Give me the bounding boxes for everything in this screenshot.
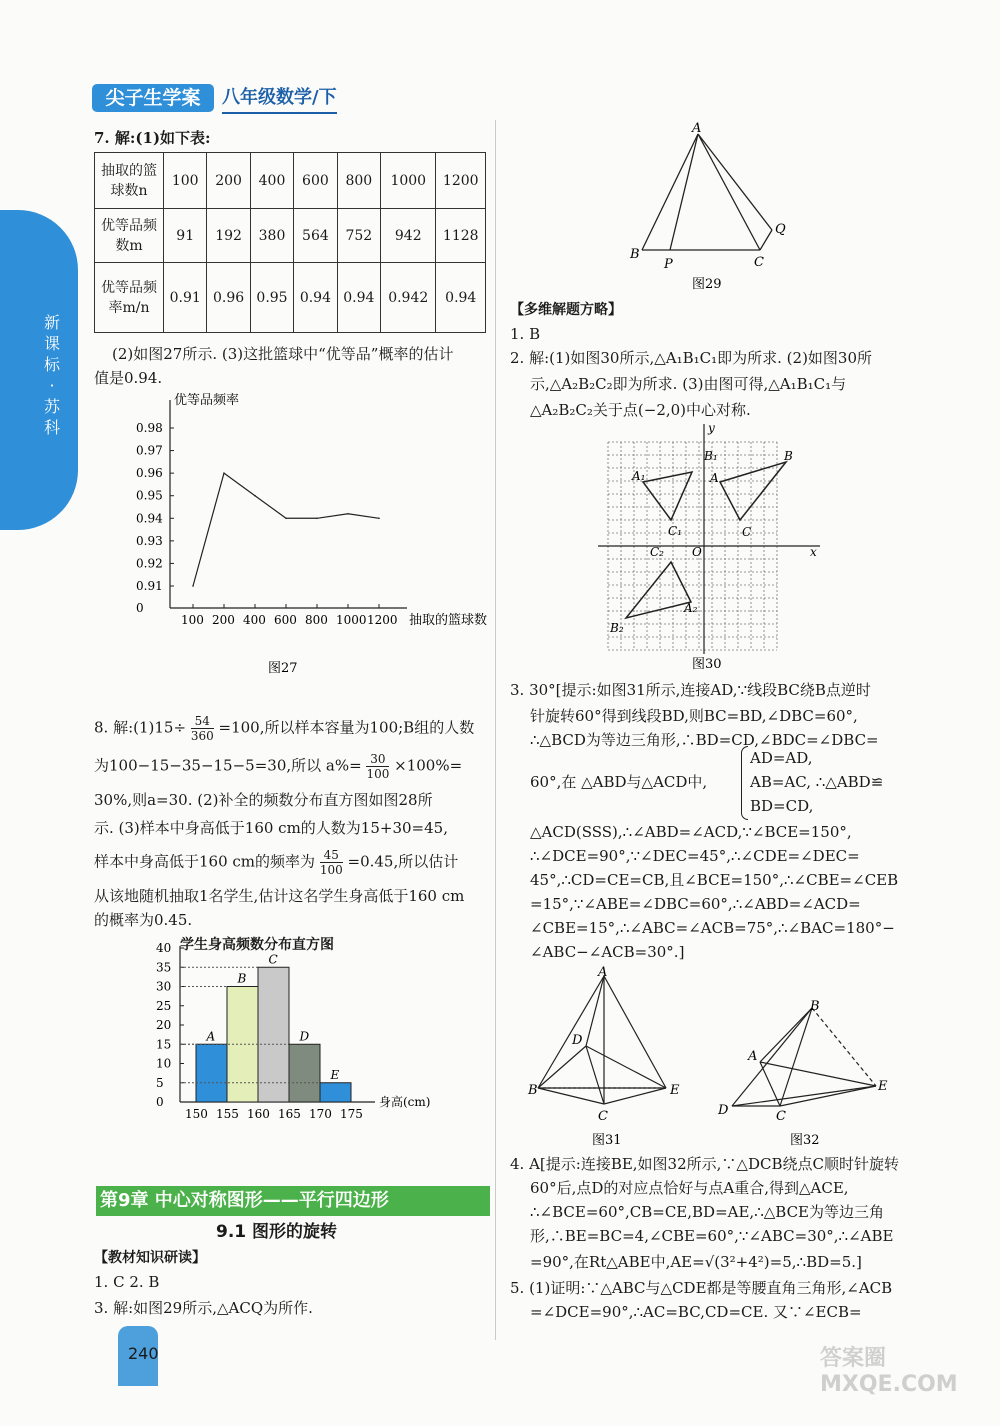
fraction <box>191 714 214 743</box>
fraction-numerator: 45 <box>320 848 343 863</box>
x-tick-label: 155 <box>216 1107 239 1121</box>
data-point <box>254 495 256 497</box>
figure-29 <box>620 120 800 295</box>
histogram-bar <box>196 1044 227 1102</box>
a4-line5: =90°,在Rt△ABE中,AE=√(3²+4²)=5,∴BD=5.] <box>530 1253 862 1271</box>
multi-a2-line3: △A₂B₂C₂关于点(−2,0)中心对称. <box>530 401 751 419</box>
y-tick-label: 15 <box>156 1037 172 1052</box>
table-cell: 600 <box>294 153 337 209</box>
y-tick-label: 25 <box>156 998 172 1013</box>
q7-text2-line2: 值是0.94. <box>94 369 163 387</box>
table-cell: 200 <box>207 153 250 209</box>
row-header: 优等品频数m <box>95 209 164 263</box>
label-C: C <box>598 1109 608 1124</box>
frequency-line <box>193 473 379 586</box>
y-tick-label: 0.91 <box>136 579 163 593</box>
q8-line4: 示. (3)样本中身高低于160 cm的人数为15+30=45, <box>94 819 448 837</box>
table-cell: 91 <box>164 209 207 263</box>
label-A: A <box>748 1049 758 1064</box>
histogram-title: 学生身高频数分布直方图 <box>180 937 334 953</box>
x-tick-label: 600 <box>274 613 297 627</box>
q8-text: =0.45,所以估计 <box>347 852 459 871</box>
label-B: B <box>630 247 640 262</box>
side-label: 新课标·苏科 <box>43 313 60 437</box>
histogram-bar <box>258 967 289 1102</box>
page-number: 240 <box>128 1344 159 1363</box>
y-tick-label: 0 <box>156 1095 164 1109</box>
q8-line3: 30%,则a=30. (2)补全的频数分布直方图如图28所 <box>94 791 433 809</box>
x-tick-label: 160 <box>247 1107 270 1121</box>
label-E: E <box>878 1079 888 1094</box>
q8-line1 <box>94 714 474 743</box>
bar-label: A <box>206 1029 216 1044</box>
table-cell: 380 <box>250 209 293 263</box>
label-C: C <box>742 525 752 539</box>
x-tick-label: 170 <box>309 1107 332 1121</box>
fraction-denominator: 100 <box>366 767 390 781</box>
table-cell: 0.942 <box>381 263 436 333</box>
label-E: E <box>670 1083 680 1098</box>
table-cell: 1000 <box>381 153 436 209</box>
label-x: x <box>810 545 817 559</box>
a4-line2: 60°后,点D的对应点恰好与点A重合,得到△ACE, <box>530 1179 849 1197</box>
a3-line10: ∠ABC−∠ACB=30°.] <box>530 943 685 961</box>
label-B: B <box>784 449 793 463</box>
caption-fig27: 图27 <box>268 661 298 676</box>
label-B: B <box>810 999 820 1014</box>
q8-text: ×100%= <box>394 756 463 775</box>
a4-line4: 形,∴BE=BC=4,∠CBE=60°,∵∠ABC=30°,∴∠ABE <box>530 1227 894 1245</box>
q8-line5 <box>94 848 458 877</box>
figure-30-grid <box>596 422 836 674</box>
y-tick-label: 0.96 <box>136 466 163 481</box>
row-header: 抽取的篮球数n <box>95 153 164 209</box>
label-B2: B₂ <box>610 621 624 635</box>
y-axis-label: 优等品频率 <box>174 393 240 408</box>
y-tick-label: 0.95 <box>136 488 163 503</box>
label-C: C <box>776 1109 786 1124</box>
fraction <box>320 848 343 877</box>
chapter-title: 第9章 中心对称图形——平行四边形 <box>100 1190 389 1211</box>
x-tick-label: 100 <box>181 613 204 627</box>
data-point <box>285 517 287 519</box>
label-D: D <box>572 1033 583 1048</box>
histogram-bar <box>289 1044 320 1102</box>
label-D: D <box>718 1103 729 1118</box>
textbook-ans12: 1. C 2. B <box>94 1273 160 1291</box>
textbook-ans3: 3. 解:如图29所示,△ACQ为所作. <box>94 1299 313 1317</box>
label-A: A <box>692 121 702 136</box>
y-tick-label: 0.97 <box>136 443 163 458</box>
a4-line1: 4. A[提示:连接BE,如图32所示,∵△DCB绕点C顺时针旋转 <box>510 1155 899 1173</box>
a5-line1: 5. (1)证明:∵△ABC与△CDE都是等腰直角三角形,∠ACB <box>510 1279 893 1297</box>
label-O: O <box>692 545 702 559</box>
fraction-numerator: 54 <box>191 714 214 729</box>
table-row <box>95 209 486 263</box>
label-A2: A₂ <box>684 601 698 615</box>
x-tick-label: 175 <box>340 1107 363 1121</box>
table-cell: 0.95 <box>250 263 293 333</box>
label-A: A <box>598 965 608 980</box>
x-tick-label: 1200 <box>367 613 398 627</box>
x-tick-label: 1000 <box>336 613 367 627</box>
q7-intro: 7. 解:(1)如下表: <box>94 129 211 147</box>
caption-fig30: 图30 <box>692 657 722 672</box>
a3-line8: =15°,∵∠ABE=∠DBC=60°,∴∠ABD=∠ACD= <box>530 895 861 913</box>
label-A1: A₁ <box>632 469 646 483</box>
table-cell: 0.94 <box>294 263 337 333</box>
figure-31 <box>520 964 690 1150</box>
y-tick-label: 40 <box>156 941 172 955</box>
a3-brace-line3: BD=CD, <box>750 797 814 815</box>
a3-line5: △ACD(SSS),∴∠ABD=∠ACD,∵∠BCE=150°, <box>530 823 852 841</box>
label-C: C <box>754 255 764 270</box>
q8-line2 <box>94 752 462 781</box>
histogram-bar <box>320 1083 351 1102</box>
caption-fig32: 图32 <box>790 1133 820 1148</box>
label-B: B <box>528 1083 538 1098</box>
table-cell: 942 <box>381 209 436 263</box>
fraction-denominator: 100 <box>319 863 343 877</box>
multi-a2-line2: 示,△A₂B₂C₂即为所求. (3)由图可得,△A₁B₁C₁与 <box>530 375 847 393</box>
row-header: 优等品频率m/n <box>95 263 164 333</box>
a4-line3: ∴∠BCE=60°,CB=CE,BD=AE,∴△BCE为等边三角 <box>530 1203 885 1221</box>
a3-line2: 针旋转60°得到线段BD,则BC=BD,∠DBC=60°, <box>530 707 858 725</box>
fraction <box>366 752 389 781</box>
figure-32 <box>712 994 902 1150</box>
multi-heading: 【多维解题方略】 <box>510 302 622 318</box>
q8-text: 为100−15−35−15−5=30,所以 a%= <box>94 756 362 775</box>
column-divider <box>495 120 496 1340</box>
subject-label: 八年级数学/下 <box>222 84 337 114</box>
y-tick-label: 20 <box>156 1018 172 1032</box>
table-cell: 0.94 <box>337 263 380 333</box>
x-axis-label: 抽取的篮球数 <box>409 613 488 628</box>
table-cell: 0.94 <box>436 263 486 333</box>
y-tick-label: 35 <box>156 960 172 975</box>
x-axis-label: 身高(cm) <box>379 1095 431 1109</box>
a3-line3: ∴△BCD为等边三角形,∴BD=CD,∠BDC=∠DBC= <box>530 731 879 749</box>
table-cell: 752 <box>337 209 380 263</box>
data-point <box>223 472 225 474</box>
table-cell: 100 <box>164 153 207 209</box>
a3-line4: 60°,在 △ABD与△ACD中, <box>530 773 708 791</box>
label-y: y <box>708 421 715 435</box>
label-P: P <box>664 257 673 272</box>
x-tick-label: 165 <box>278 1107 301 1121</box>
frequency-table <box>94 152 486 333</box>
a3-brace-line2: AB=AC, ∴△ABD≌ <box>750 773 884 791</box>
q8-text: 8. 解:(1)15÷ <box>94 718 187 737</box>
system-brace <box>741 746 748 820</box>
fraction-denominator: 360 <box>190 729 214 743</box>
frequency-line-chart <box>100 388 488 678</box>
y-tick-label: 0 <box>136 601 144 615</box>
a3-line9: ∠CBE=15°,∴∠ABC=∠ACB=75°,∴∠BAC=180°− <box>530 919 895 937</box>
y-tick-label: 10 <box>156 1056 172 1071</box>
a5-line2: =∠DCE=90°,∴AC=BC,CD=CE. 又∵∠ECB= <box>530 1303 862 1321</box>
y-tick-label: 0.94 <box>136 511 163 526</box>
table-cell: 1128 <box>436 209 486 263</box>
multi-a1: 1. B <box>510 325 541 343</box>
y-tick-label: 30 <box>156 979 172 994</box>
a3-line1: 3. 30°[提示:如图31所示,连接AD,∵线段BC绕B点逆时 <box>510 681 871 699</box>
bar-label: B <box>237 971 247 986</box>
y-tick-label: 5 <box>156 1075 164 1090</box>
textbook-heading: 【教材知识研读】 <box>94 1250 206 1266</box>
caption-fig31: 图31 <box>592 1133 622 1148</box>
bar-label: D <box>299 1029 310 1044</box>
y-tick-label: 0.98 <box>136 421 163 435</box>
table-cell: 0.96 <box>207 263 250 333</box>
label-C1: C₁ <box>668 524 682 538</box>
data-point <box>347 513 349 515</box>
table-row <box>95 263 486 333</box>
table-cell: 400 <box>250 153 293 209</box>
label-C2: C₂ <box>650 545 664 559</box>
x-tick-label: 150 <box>185 1107 208 1121</box>
table-cell: 564 <box>294 209 337 263</box>
label-Q: Q <box>775 222 786 237</box>
table-cell: 800 <box>337 153 380 209</box>
side-tab <box>0 210 78 530</box>
q8-text: 样本中身高低于160 cm的频率为 <box>94 852 316 871</box>
label-A: A <box>710 471 719 485</box>
table-row <box>95 153 486 209</box>
bar-label: C <box>268 952 278 967</box>
q8-line6: 从该地随机抽取1名学生,估计这名学生身高低于160 cm <box>94 887 465 905</box>
data-point <box>378 517 380 519</box>
x-tick-label: 200 <box>212 613 235 627</box>
a3-brace-line1: AD=AD, <box>750 749 813 767</box>
table-cell: 0.91 <box>164 263 207 333</box>
q7-text2-line1: (2)如图27所示. (3)这批篮球中“优等品”概率的估计 <box>112 345 454 363</box>
watermark: 答案圈 MXQE.COM <box>820 1346 958 1397</box>
section-title: 9.1 图形的旋转 <box>216 1222 338 1242</box>
q8-line7: 的概率为0.45. <box>94 911 193 929</box>
label-B1: B₁ <box>704 449 718 463</box>
x-tick-label: 400 <box>243 613 266 627</box>
caption-fig29: 图29 <box>692 277 722 292</box>
data-point <box>316 517 318 519</box>
fraction-numerator: 30 <box>366 752 389 767</box>
multi-a2-line1: 2. 解:(1)如图30所示,△A₁B₁C₁即为所求. (2)如图30所 <box>510 349 873 367</box>
q8-text: =100,所以样本容量为100;B组的人数 <box>218 718 475 737</box>
x-tick-label: 800 <box>305 613 328 627</box>
table-cell: 1200 <box>436 153 486 209</box>
a3-line7: 45°,∴CD=CE=CB,且∠BCE=150°,∴∠CBE=∠CEB <box>530 871 899 889</box>
table-cell: 192 <box>207 209 250 263</box>
brand-label: 尖子生学案 <box>92 84 214 112</box>
y-tick-label: 0.93 <box>136 533 163 548</box>
data-point <box>192 585 194 587</box>
a3-line6: ∴∠DCE=90°,∵∠DEC=45°,∴∠CDE=∠DEC= <box>530 847 860 865</box>
y-tick-label: 0.92 <box>136 556 163 571</box>
bar-label: E <box>330 1067 340 1082</box>
